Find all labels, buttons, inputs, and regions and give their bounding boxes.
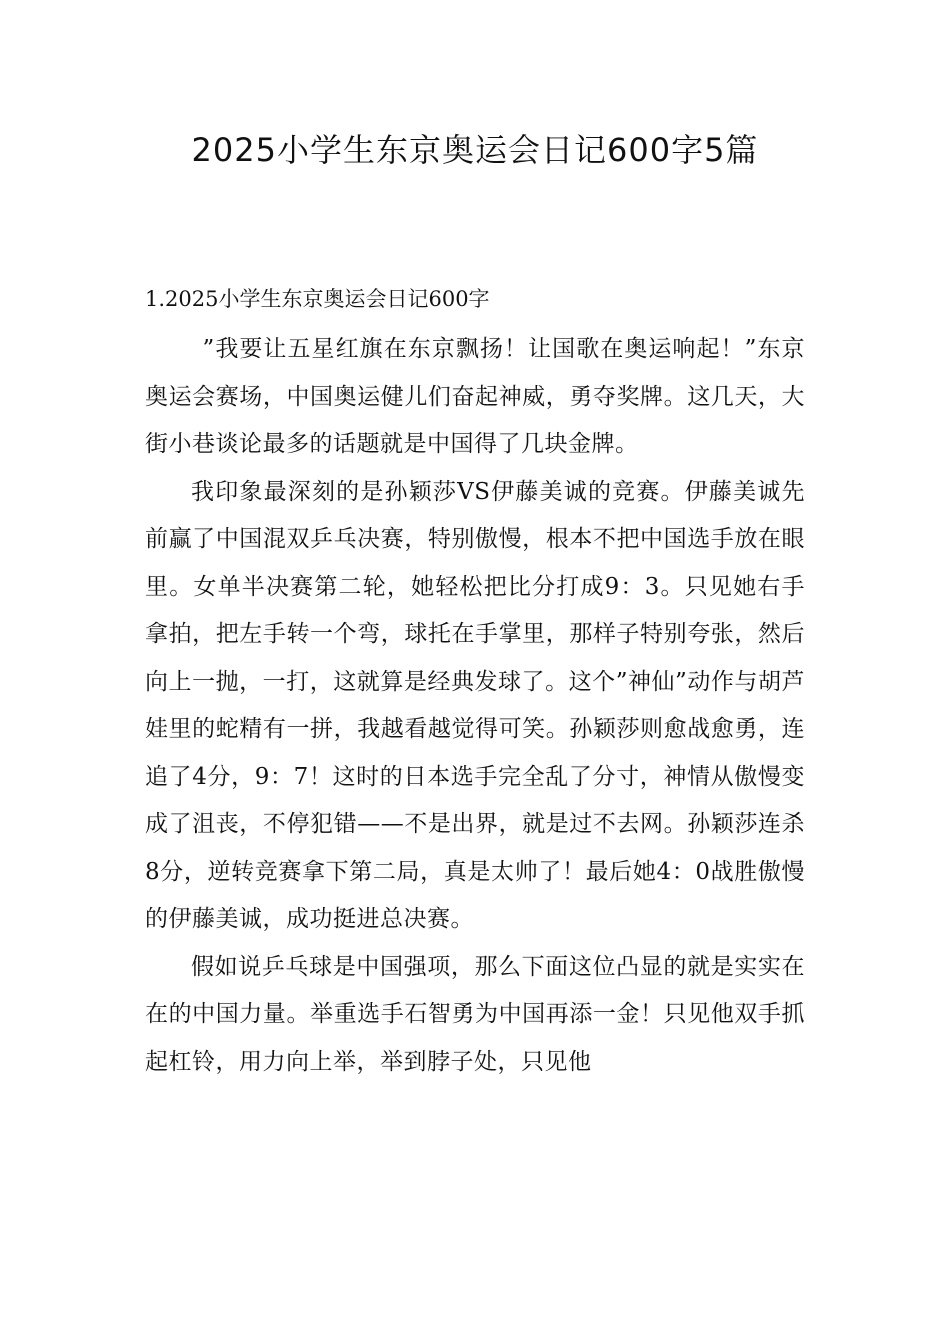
document-title: 2025小学生东京奥运会日记600字5篇 [191,131,759,169]
paragraph-1: ”我要让五星红旗在东京飘扬！让国歌在奥运响起！”东京奥运会赛场，中国奥运健儿们奋起神威，勇夺奖牌。这几天，大街小巷谈论最多的话题就是中国得了几块金牌。 [145,336,805,457]
section-heading: 1.2025小学生东京奥运会日记600字 [145,287,490,311]
document-body [145,280,805,1086]
paragraph-3: 假如说乒乓球是中国强项，那么下面这位凸显的就是实实在在的中国力量。举重选手石智勇为中国再添一金！只见他双手抓起杠铃，用力向上举，举到脖子处，只见他 [145,953,805,1075]
paragraph-2: 我印象最深刻的是孙颖莎VS伊藤美诚的竞赛。伊藤美诚先前赢了中国混双乒乓决赛，特别傲慢，根本不把中国选手放在眼里。女单半决赛第二轮，她轻松把比分打成9：3。只见她右手拿拍，把左手转一个弯，球托在手掌里，那样子特别夸张，然后向上一抛，一打，这就算是经典发球了。这个”神仙”动作与胡芦娃里的蛇精有一拼，我越看越觉得可笑。孙颖莎则愈战愈勇，连追了4分，9：7！这时的日本选手完全乱了分寸，神情从傲慢变成了沮丧，不停犯错——不是出界，就是过不去网。孙颖莎连杀8分，逆转竞赛拿下第二局，真是太帅了！最后她4：0战胜傲慢的伊藤美诚，成功挺进总决赛。 [145,478,805,932]
